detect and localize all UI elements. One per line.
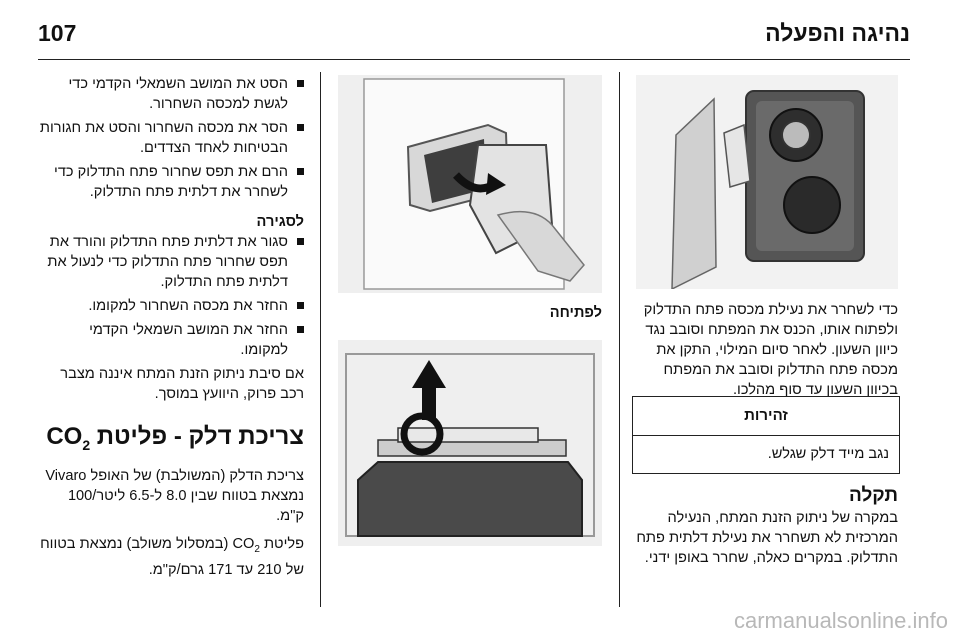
running-title: נהיגה והפעלה (765, 20, 910, 46)
list-item: הסט את המושב השמאלי הקדמי כדי לגשת למכסה השחרור. (38, 74, 304, 114)
fault-text: במקרה של ניתוק הזנת המתח, הנעילה המרכזית לא תשחרר את נעילת דלתית פתח התדלוק. במקרים כאלה, שחרר באופן ידני. (636, 510, 898, 566)
warning-text: נגב מייד דלק שגלש. (767, 446, 889, 462)
section-title-co2: צריכת דלק - פליטת $CO_2$ (46, 423, 304, 453)
list-item: סגור את דלתית פתח התדלוק והורד את תפס שחרור פתח התדלוק כדי לנעול את דלתית פתח התדלוק. (38, 232, 304, 292)
warning-box (632, 396, 900, 474)
list-item: החזר את מכסה השחרור למקומו. (38, 296, 304, 316)
list-item: הסר את מכסה השחרור והסט את חגורות הבטיחות לאחד הצדדים. (38, 118, 304, 158)
page-header (38, 10, 910, 44)
note-text: אם סיבת ניתוק הזנת המתח איננה מצבר רכב פרוק, היוועץ במוסך. (60, 366, 304, 402)
consumption-text: צריכת הדלק (המשולבת) של האופל Vivaro נמצאת בטווח שבין 8.0 ל-6.5 ליטר/100 ק"מ. (45, 467, 304, 524)
fault-heading: תקלה (848, 485, 898, 506)
watermark: carmanualsonline.info (733, 608, 948, 633)
opening-paragraph: כדי לשחרר את נעילת מכסה פתח התדלוק ולפתוח אותו, הכנס את המפתח וסובב נגד כיוון השעון. לאחר סיום המילוי, התקן את מכסה פתח התדלוק וסובב את המפתח בכיוון השעון עד סוף מהלכו. (643, 302, 898, 398)
column-divider (320, 72, 321, 607)
figure-caption: לפתיחה (549, 305, 602, 321)
page-number: 107 (38, 20, 77, 46)
subheading-close: לסגירה (256, 214, 304, 230)
emission-text: פליטת $CO_2$ (במסלול משולב) נמצאת בטווח של 210 עד 171 גרם/ק"מ. (40, 535, 304, 578)
fuel-filler-figure (636, 75, 898, 289)
column-divider (619, 72, 620, 607)
right-column (38, 74, 304, 580)
list-item: החזר את המושב השמאלי הקדמי למקומו. (38, 320, 304, 360)
fuel-door-open-figure (338, 75, 602, 293)
warning-title: זהירות (633, 397, 899, 436)
list-item: הרם את תפס שחרור פתח התדלוק כדי לשחרר את דלתית פתח התדלוק. (38, 162, 304, 202)
header-rule (38, 59, 910, 60)
left-column (632, 300, 898, 400)
fault-section (632, 484, 898, 568)
release-lever-figure (338, 340, 602, 546)
